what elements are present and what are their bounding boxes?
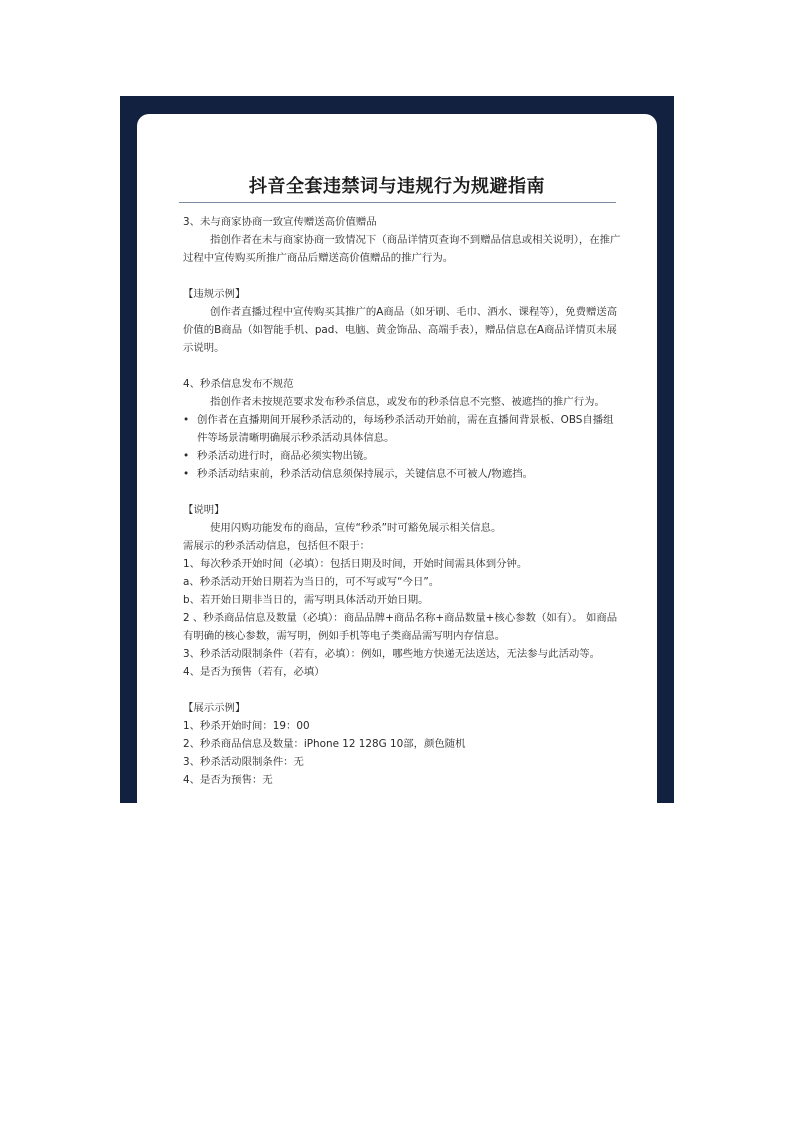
document-card — [137, 114, 657, 803]
explanation-label: 【说明】 — [183, 504, 225, 516]
explanation-need: 需展示的秒杀活动信息，包括但不限于： — [183, 540, 371, 552]
list-item: 1、秒杀开始时间：19：00 — [183, 720, 310, 732]
list-item: 2 、秒杀商品信息及数量（必填）：商品品牌+商品名称+商品数量+核心参数（如有）。 如商品有明确的核心参数，需写明，例如手机等电子类商品需写明内存信息。 — [183, 612, 618, 642]
list-item: 3、秒杀活动限制条件（若有，必填）：例如，哪些地方快递无法送达，无法参与此活动等。 — [183, 648, 601, 660]
list-item: b、若开始日期非当日的，需写明具体活动开始日期。 — [183, 594, 429, 606]
document-body — [183, 213, 623, 789]
display-example-label: 【展示示例】 — [183, 702, 246, 714]
list-item: • 创作者在直播期间开展秒杀活动的，每场秒杀活动开始前，需在直播间背景板、OBS自播组件等场景清晰明确展示秒杀活动具体信息。 — [183, 411, 623, 447]
section-4-heading: 4、秒杀信息发布不规范 — [183, 378, 294, 390]
list-item: 3、秒杀活动限制条件：无 — [183, 756, 304, 768]
list-item: 1、每次秒杀开始时间（必填）：包括日期及时间，开始时间需具体到分钟。 — [183, 558, 528, 570]
title-divider — [179, 202, 616, 203]
section-4-description: 指创作者未按规范要求发布秒杀信息，或发布的秒杀信息不完整、被遮挡的推广行为。 — [210, 396, 605, 408]
violation-example-text: 创作者直播过程中宣传购买其推广的A商品（如牙刷、毛巾、酒水、课程等），免费赠送高价值的B商品（如智能手机、pad、电脑、黄金饰品、高端手表），赠品信息在A商品详情页未展示说明。 — [183, 306, 618, 354]
list-item: 2、秒杀商品信息及数量：iPhone 12 128G 10部，颜色随机 — [183, 738, 466, 750]
list-item: 4、是否为预售（若有，必填） — [183, 666, 325, 678]
list-item: 4、是否为预售：无 — [183, 774, 273, 786]
page-title: 抖音全套违禁词与违规行为规避指南 — [249, 176, 545, 197]
violation-example-label: 【违规示例】 — [183, 288, 246, 300]
section-3-description: 指创作者在未与商家协商一致情况下（商品详情页查询不到赠品信息或相关说明），在推广过程中宣传购买所推广商品后赠送高价值赠品的推广行为。 — [183, 234, 621, 264]
list-item: a、秒杀活动开始日期若为当日的，可不写或写“今日”。 — [183, 576, 440, 588]
list-item: • 秒杀活动进行时，商品必须实物出镜。 — [183, 447, 623, 465]
explanation-intro: 使用闪购功能发布的商品，宣传“秒杀”时可豁免展示相关信息。 — [210, 522, 502, 534]
list-item: • 秒杀活动结束前，秒杀活动信息须保持展示，关键信息不可被人/物遮挡。 — [183, 465, 623, 483]
section-3-heading: 3、未与商家协商一致宣传赠送高价值赠品 — [183, 216, 377, 228]
